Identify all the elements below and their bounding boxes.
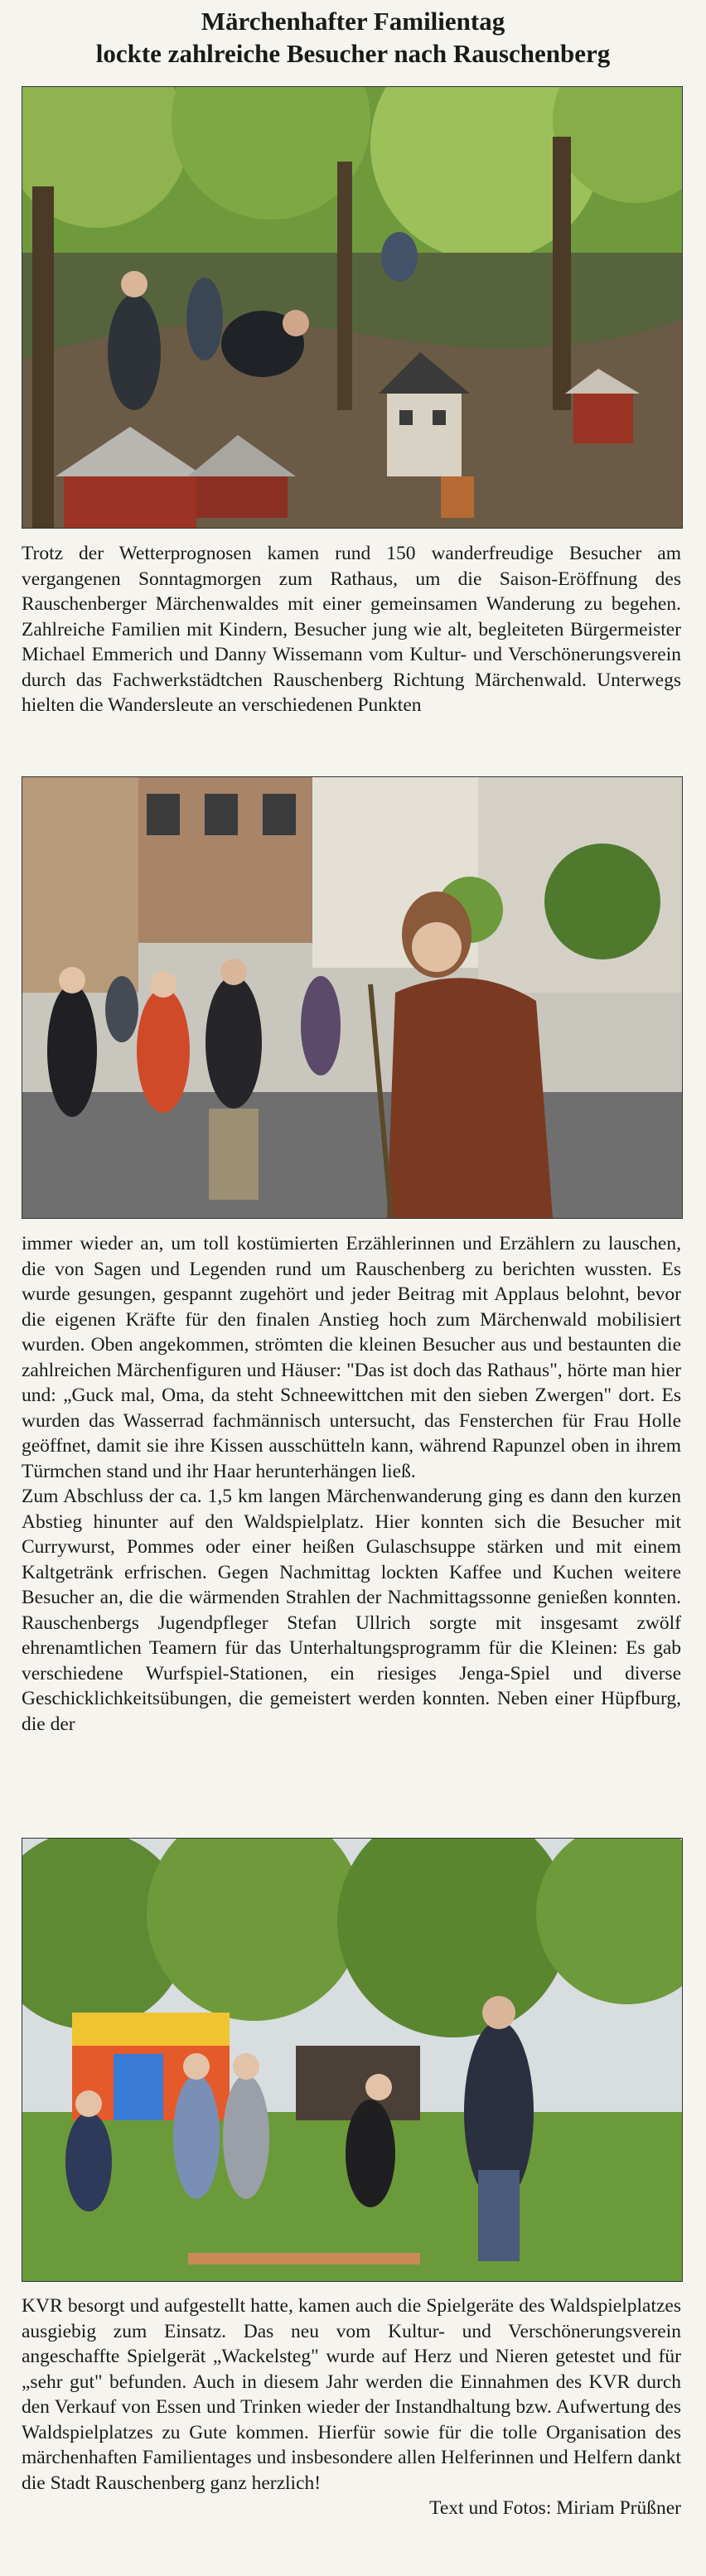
headline-line-2: lockte zahlreiche Besucher nach Rauschenberg	[95, 39, 611, 68]
photo-fairytale-forest-illustration	[22, 87, 682, 528]
photo-fairytale-forest	[22, 86, 683, 529]
paragraph-1: Trotz der Wetterprognosen kamen rund 150 wanderfreudige Besucher am vergangenen Sonntagmorgen zum Rathaus, um die Saison-Eröffnung des Rauschenberger Märchenwaldes mit einer gemeinsamen Wanderung zu begehen. Zahlreiche Familien mit Kindern, Besucher jung wie alt, begleiteten Bürgermeister Michael Emmerich und Danny Wissemann vom Kultur- und Verschönerungsverein durch das Fachwerkstädtchen Rauschenberg Richtung Märchenwald. Unterwegs hielten die Wandersleute an verschiedenen Punkten	[22, 543, 681, 716]
photo-storyteller-town-illustration	[22, 777, 682, 1218]
paragraph-2-and-3	[22, 1231, 681, 1737]
photo-playground-games-illustration	[22, 1839, 682, 2281]
photo-storyteller-town	[22, 776, 683, 1219]
headline	[0, 5, 706, 70]
headline-line-1: Märchenhafter Familientag	[201, 7, 505, 36]
photo-playground-games	[22, 1838, 683, 2282]
paragraph-3: Zum Abschluss der ca. 1,5 km langen Märchenwanderung ging es dann den kurzen Abstieg hinunter auf den Waldspielplatz. Hier konnten sich die Besucher mit Currywurst, Pommes oder einer heißen Gulaschsuppe stärken und mit einem Kaltgetränk erfrischen. Gegen Nachmittag lockten Kaffee und Kuchen weitere Besucher an, die die wärmenden Strahlen der Nachmittagssonne genießen konnten. Rauschenbergs Jugendpfleger Stefan Ullrich sorgte mit insgesamt zwölf ehrenamtlichen Teamern für das Unterhaltungsprogramm für die Kleinen: Es gab verschiedene Wurfspiel-Stationen, ein riesiges Jenga-Spiel und diverse Geschicklichkeitsübungen, die gemeistert werden konnten. Neben einer Hüpfburg, die der	[22, 1486, 681, 1735]
paragraph-4-block	[22, 2293, 681, 2521]
photo-credit: Text und Fotos: Miriam Prüßner	[429, 2497, 681, 2519]
paragraph-4: KVR besorgt und aufgestellt hatte, kamen auch die Spielgeräte des Waldspielplatzes ausgiebig zum Einsatz. Das neu vom Kultur- und Verschönerungsverein angeschaffte Spielgerät „Wackelsteg" wurde auf Herz und Nieren getestet und für „sehr gut" befunden. Auch in diesem Jahr werden die Einnahmen des KVR durch den Verkauf von Essen und Trinken wieder der Instandhaltung bzw. Aufwertung des Waldspielplatzes zu Gute kommen. Hierfür sowie für die tolle Organisation des märchenhaften Familientages und insbesondere allen Helferinnen und Helfern dankt die Stadt Rauschenberg ganz herzlich!	[22, 2295, 681, 2494]
paragraph-2: immer wieder an, um toll kostümierten Erzählerinnen und Erzählern zu lauschen, die von Sagen und Legenden rund um Rauschenberg zu berichten wussten. Es wurde gesungen, gespannt zugehört und jeder Beitrag mit Applaus belohnt, bevor die eigenen Kräfte für den finalen Anstieg hoch zum Märchenwald mobilisiert wurden. Oben angekommen, strömten die kleinen Besucher aus und bestaunten die zahlreichen Märchenfiguren und Häuser: "Das ist doch das Rathaus", hörte man hier und: „Guck mal, Oma, da steht Schneewittchen mit den sieben Zwergen" dort. Es wurden das Wasserrad fachmännisch untersucht, das Fensterchen für Frau Holle geöffnet, damit sie ihre Kissen ausschütteln kann, während Rapunzel oben in ihrem Türmchen stand und ihr Haar herunterhängen ließ.	[22, 1233, 681, 1482]
